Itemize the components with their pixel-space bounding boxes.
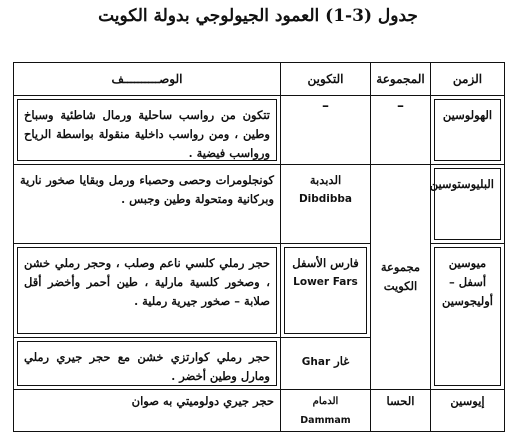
table-row bbox=[14, 96, 505, 165]
era-cell: ميوسين أسفل – أوليجوسين bbox=[431, 244, 505, 390]
description-cell: كونجلومرات وحصى وحصباء ورمل وبقايا صخور نارية وبركانية ومتحولة وطين وجبس . bbox=[14, 165, 281, 244]
era-cell bbox=[431, 96, 505, 165]
header-group: المجموعة bbox=[371, 63, 431, 96]
group-cell: – bbox=[371, 96, 431, 165]
group-kuwait: مجموعة الكويت bbox=[380, 260, 421, 294]
description-cell: حجر رملي كلسي ناعم وصلب ، وحجر رملي خشن ، وصخور كلسية مارلية ، طين أحمر وأخضر أقل صلابة – صخور جيرية رملية . bbox=[14, 244, 281, 337]
formation-cell: الدبدبة Dibdibba bbox=[281, 165, 371, 244]
description-cell: تتكون من رواسب ساحلية ورمال شاطئية وسباخ وطين ، ومن رواسب داخلية منقولة بواسطة الرياح ورواسب فيضية . bbox=[14, 96, 281, 165]
table-row bbox=[14, 390, 505, 432]
header-row bbox=[14, 63, 505, 96]
formation-cell: غار Ghar bbox=[281, 337, 371, 390]
era-holocene: الهولوسين bbox=[442, 108, 493, 123]
formation-cell: – bbox=[281, 96, 371, 165]
table-row bbox=[14, 244, 505, 337]
table-row bbox=[14, 165, 505, 244]
era-cell: إيوسين bbox=[431, 390, 505, 432]
formation-cell: فارس الأسفل Lower Fars bbox=[281, 244, 371, 337]
group-cell bbox=[371, 165, 431, 390]
header-description: الوصــــــــــف bbox=[14, 63, 281, 96]
era-cell: البليوستوسين bbox=[431, 165, 505, 244]
description-cell: حجر رملي كوارتزي خشن مع حجر جيري رملي ومارل وطين أخضر . bbox=[14, 337, 281, 390]
group-cell: الحسا bbox=[371, 390, 431, 432]
table-title: جدول (3-1) العمود الجيولوجي بدولة الكويت bbox=[98, 6, 418, 26]
header-era: الزمن bbox=[431, 63, 505, 96]
formation-cell: الدمام Dammam bbox=[281, 390, 371, 432]
header-formation: التكوين bbox=[281, 63, 371, 96]
description-cell: حجر جيري دولوميتي به صوان bbox=[14, 390, 281, 432]
geologic-column-table bbox=[13, 62, 505, 432]
